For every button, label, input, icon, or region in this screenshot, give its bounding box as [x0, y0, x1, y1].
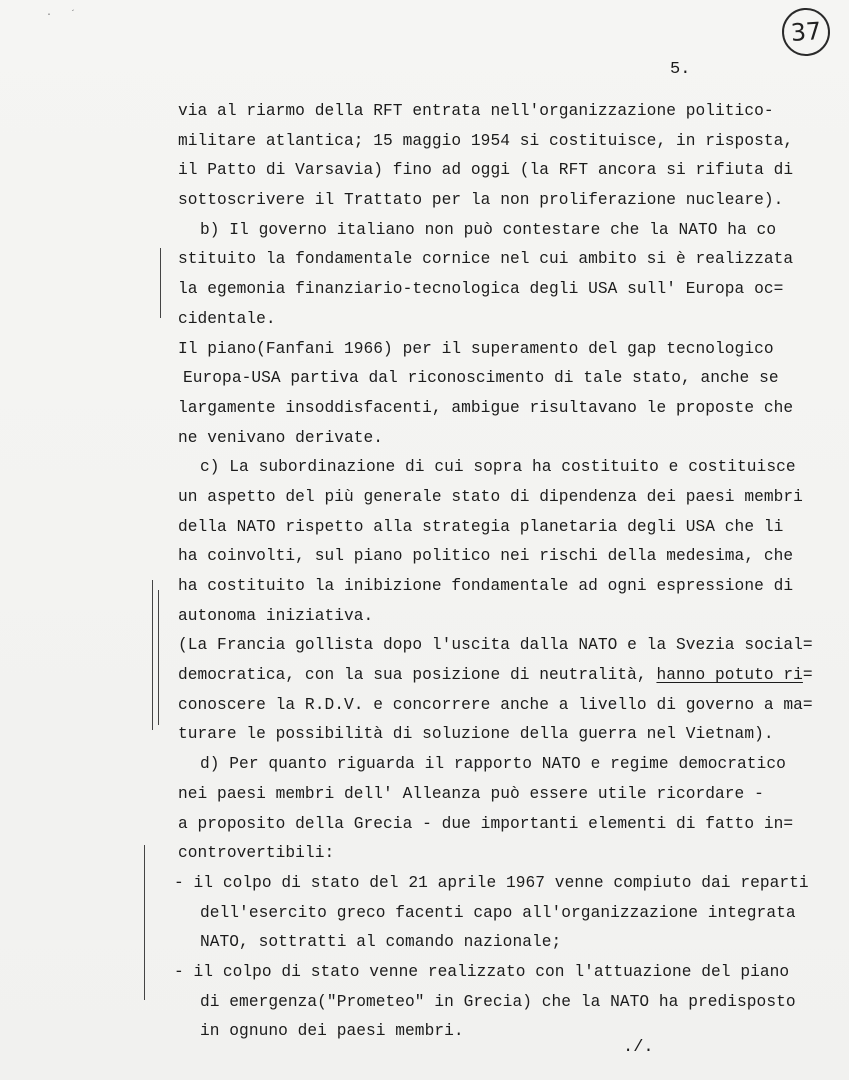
- text-line: largamente insoddisfacenti, ambigue risultavano le proposte che: [178, 398, 794, 417]
- text-line: b) Il governo italiano non può contestare che la NATO ha co: [200, 220, 777, 239]
- text-line: un aspetto del più generale stato di dipendenza dei paesi membri: [178, 487, 803, 506]
- text-line: NATO, sottratti al comando nazionale;: [200, 933, 562, 952]
- text-segment: democratica, con la sua posizione di neutralità,: [178, 666, 657, 685]
- text-line: - il colpo di stato venne realizzato con l'attuazione del piano: [174, 962, 790, 981]
- margin-mark-d: [144, 845, 145, 1000]
- margin-mark-b: [160, 248, 161, 318]
- text-segment: =: [802, 666, 813, 685]
- text-line: militare atlantica; 15 maggio 1954 si costituisce, in risposta,: [178, 131, 794, 150]
- text-line: di emergenza("Prometeo" in Grecia) che la NATO ha predisposto: [200, 992, 796, 1011]
- text-line: dell'esercito greco facenti capo all'organizzazione integrata: [200, 903, 796, 922]
- body-text: [174, 97, 828, 1047]
- paragraph-b: [178, 216, 828, 335]
- text-line: turare le possibilità di soluzione della guerra nel Vietnam).: [178, 725, 774, 744]
- text-line: la egemonia finanziario-tecnologica degli USA sull' Europa oc=: [178, 280, 784, 299]
- text-line: c) La subordinazione di cui sopra ha costituito e costituisce: [200, 458, 796, 477]
- text-line: cidentale.: [178, 309, 276, 328]
- text-line: Il piano(Fanfani 1966) per il superamento del gap tecnologico: [178, 339, 774, 358]
- text-line: (La Francia gollista dopo l'uscita dalla NATO e la Svezia social=: [178, 636, 813, 655]
- text-line: ha coinvolti, sul piano politico nei rischi della medesima, che: [178, 547, 794, 566]
- paper-specks: · ´: [46, 10, 77, 21]
- intro-paragraph: [178, 97, 828, 216]
- underlined-text: hanno potuto ri: [656, 666, 803, 685]
- text-line: ne venivano derivate.: [178, 428, 384, 447]
- archive-stamp: [780, 6, 831, 57]
- text-line: via al riarmo della RFT entrata nell'organizzazione politico-: [178, 102, 774, 120]
- margin-mark-c-inner: [158, 590, 159, 725]
- text-line: Europa-USA partiva dal riconoscimento di tale stato, anche se: [183, 369, 779, 388]
- text-line: d) Per quanto riguarda il rapporto NATO e regime democratico: [200, 755, 786, 774]
- page-number: 5.: [670, 60, 691, 79]
- margin-mark-c: [152, 580, 153, 730]
- text-line: stituito la fondamentale cornice nel cui ambito si è realizzata: [178, 250, 794, 269]
- text-line: il Patto di Varsavia) fino ad oggi (la RFT ancora si rifiuta di: [178, 161, 794, 180]
- paragraph-francia: [178, 631, 828, 750]
- text-line: sottoscrivere il Trattato per la non proliferazione nucleare).: [178, 191, 784, 210]
- text-line: nei paesi membri dell' Alleanza può essere utile ricordare -: [178, 784, 764, 803]
- paragraph-piano: [178, 335, 828, 454]
- text-line: in ognuno dei paesi membri.: [200, 1022, 464, 1041]
- text-line: autonoma iniziativa.: [178, 606, 374, 625]
- text-line: conoscere la R.D.V. e concorrere anche a livello di governo a ma=: [178, 695, 813, 714]
- text-line: ha costituito la inibizione fondamentale ad ogni espressione di: [178, 577, 794, 595]
- list-item: [174, 869, 828, 958]
- paragraph-d: [178, 750, 828, 869]
- text-line: della NATO rispetto alla strategia planetaria degli USA che li: [178, 517, 784, 536]
- continuation-mark: ./.: [623, 1038, 654, 1057]
- text-line: [178, 661, 828, 691]
- text-line: - il colpo di stato del 21 aprile 1967 venne compiuto dai reparti: [174, 873, 809, 892]
- text-line: controvertibili:: [178, 844, 335, 863]
- stamp-number: 37: [789, 16, 823, 48]
- text-line: a proposito della Grecia - due importanti elementi di fatto in=: [178, 814, 794, 833]
- paragraph-c: [178, 453, 828, 631]
- list-item: [174, 958, 828, 1047]
